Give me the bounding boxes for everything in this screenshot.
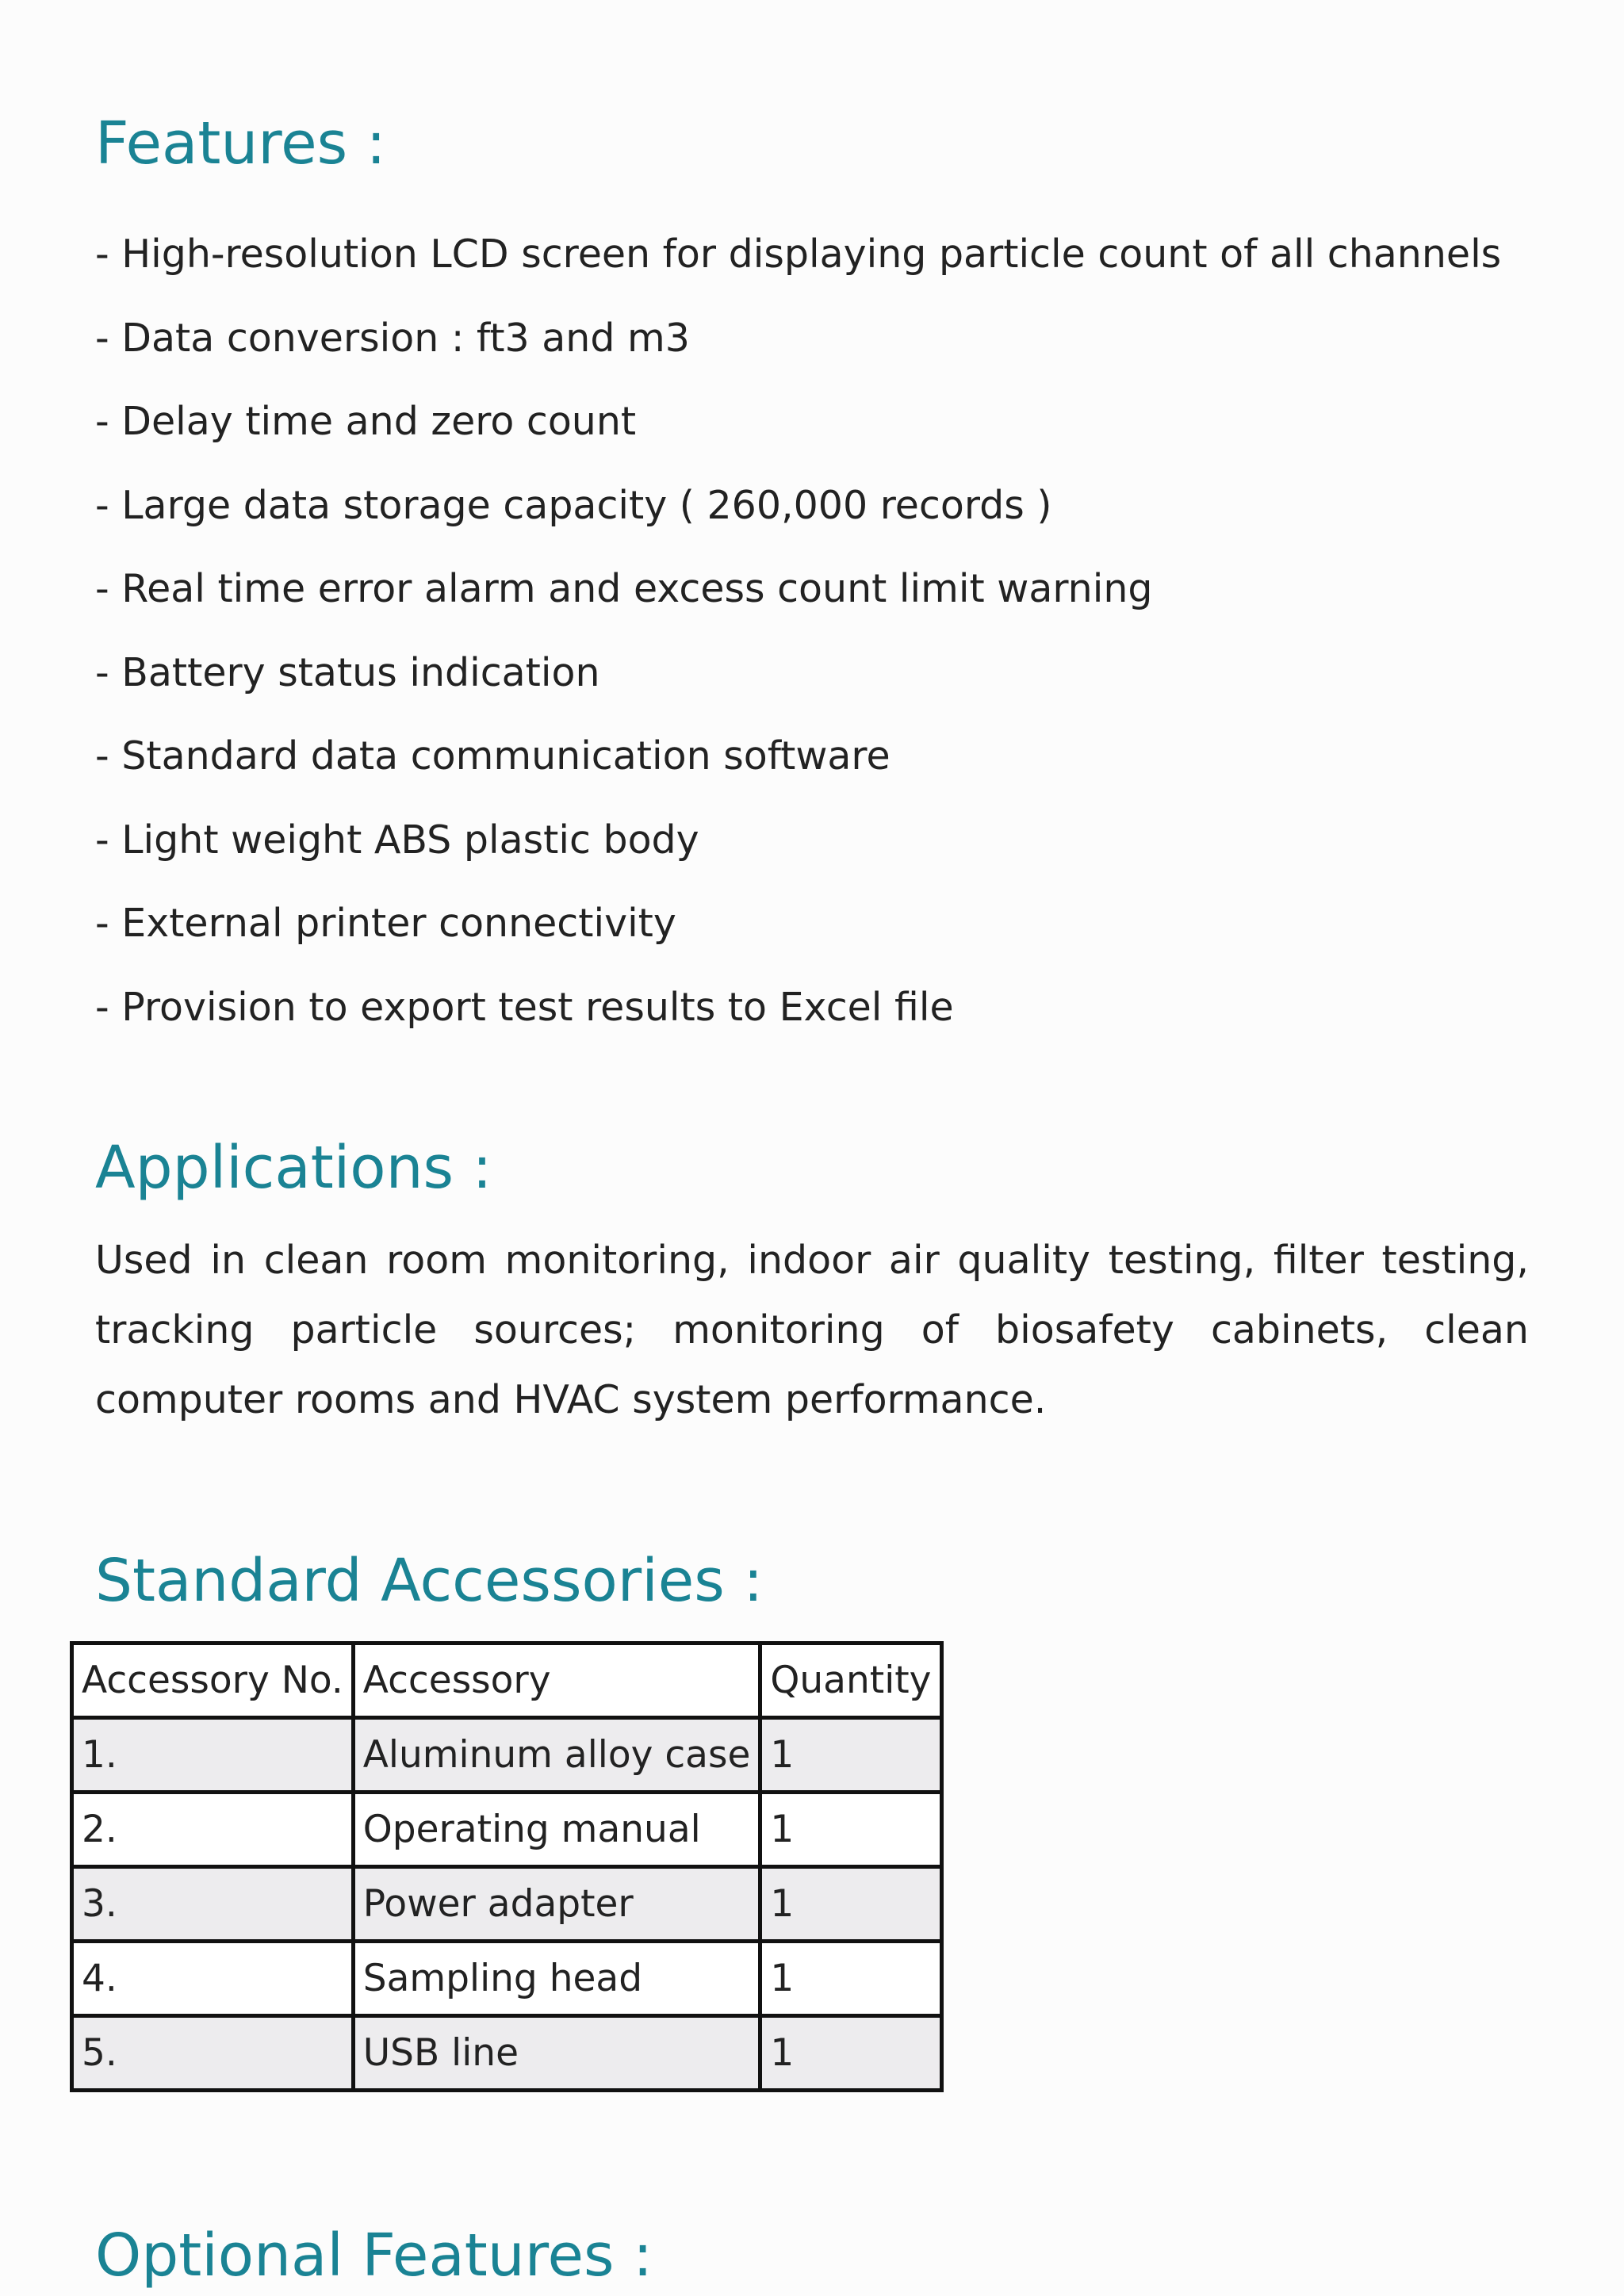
accessories-table	[70, 1641, 944, 2092]
accessory-cell: USB line	[353, 2016, 760, 2091]
list-item: - Data conversion : ft3 and m3	[95, 315, 690, 361]
accessory-cell: Operating manual	[353, 1793, 760, 1867]
column-header-accessory: Accessory	[353, 1644, 760, 1718]
accessory-no-cell: 1.	[72, 1718, 354, 1793]
table-row	[72, 1793, 942, 1867]
table-header-row	[72, 1644, 942, 1718]
column-header-quantity: Quantity	[760, 1644, 941, 1718]
table-row	[72, 1718, 942, 1793]
accessory-no-cell: 3.	[72, 1867, 354, 1942]
features-heading: Features :	[95, 109, 386, 178]
accessory-no-cell: 4.	[72, 1942, 354, 2016]
applications-line: Used in clean room monitoring, indoor air quality testing, filter testing,	[95, 1238, 1529, 1283]
features-list	[95, 212, 1501, 1049]
applications-paragraph	[95, 1226, 1529, 1435]
accessory-cell: Sampling head	[353, 1942, 760, 2016]
accessory-cell: Power adapter	[353, 1867, 760, 1942]
list-item: - Standard data communication software	[95, 733, 891, 779]
list-item: - Battery status indication	[95, 649, 600, 695]
applications-line: computer rooms and HVAC system performance.	[95, 1377, 1047, 1422]
quantity-cell: 1	[760, 1942, 941, 2016]
quantity-cell: 1	[760, 1718, 941, 1793]
list-item: - High-resolution LCD screen for displaying particle count of all channels	[95, 232, 1502, 277]
table-row	[72, 2016, 942, 2091]
column-header-accessory-no: Accessory No.	[72, 1644, 354, 1718]
list-item: - External printer connectivity	[95, 901, 676, 946]
applications-line: tracking particle sources; monitoring of biosafety cabinets, clean	[95, 1307, 1529, 1353]
accessory-no-cell: 5.	[72, 2016, 354, 2091]
applications-heading: Applications :	[95, 1134, 492, 1202]
quantity-cell: 1	[760, 2016, 941, 2091]
accessories-heading: Standard Accessories :	[95, 1547, 764, 1615]
table-row	[72, 1942, 942, 2016]
list-item: - Light weight ABS plastic body	[95, 817, 699, 863]
quantity-cell: 1	[760, 1867, 941, 1942]
list-item: - Provision to export test results to Excel file	[95, 984, 954, 1030]
optional-features-heading: Optional Features :	[95, 2221, 653, 2290]
quantity-cell: 1	[760, 1793, 941, 1867]
table-row	[72, 1867, 942, 1942]
list-item: - Large data storage capacity ( 260,000 records )	[95, 482, 1052, 528]
list-item: - Real time error alarm and excess count limit warning	[95, 566, 1153, 611]
accessory-no-cell: 2.	[72, 1793, 354, 1867]
accessory-cell: Aluminum alloy case	[353, 1718, 760, 1793]
list-item: - Delay time and zero count	[95, 399, 637, 444]
